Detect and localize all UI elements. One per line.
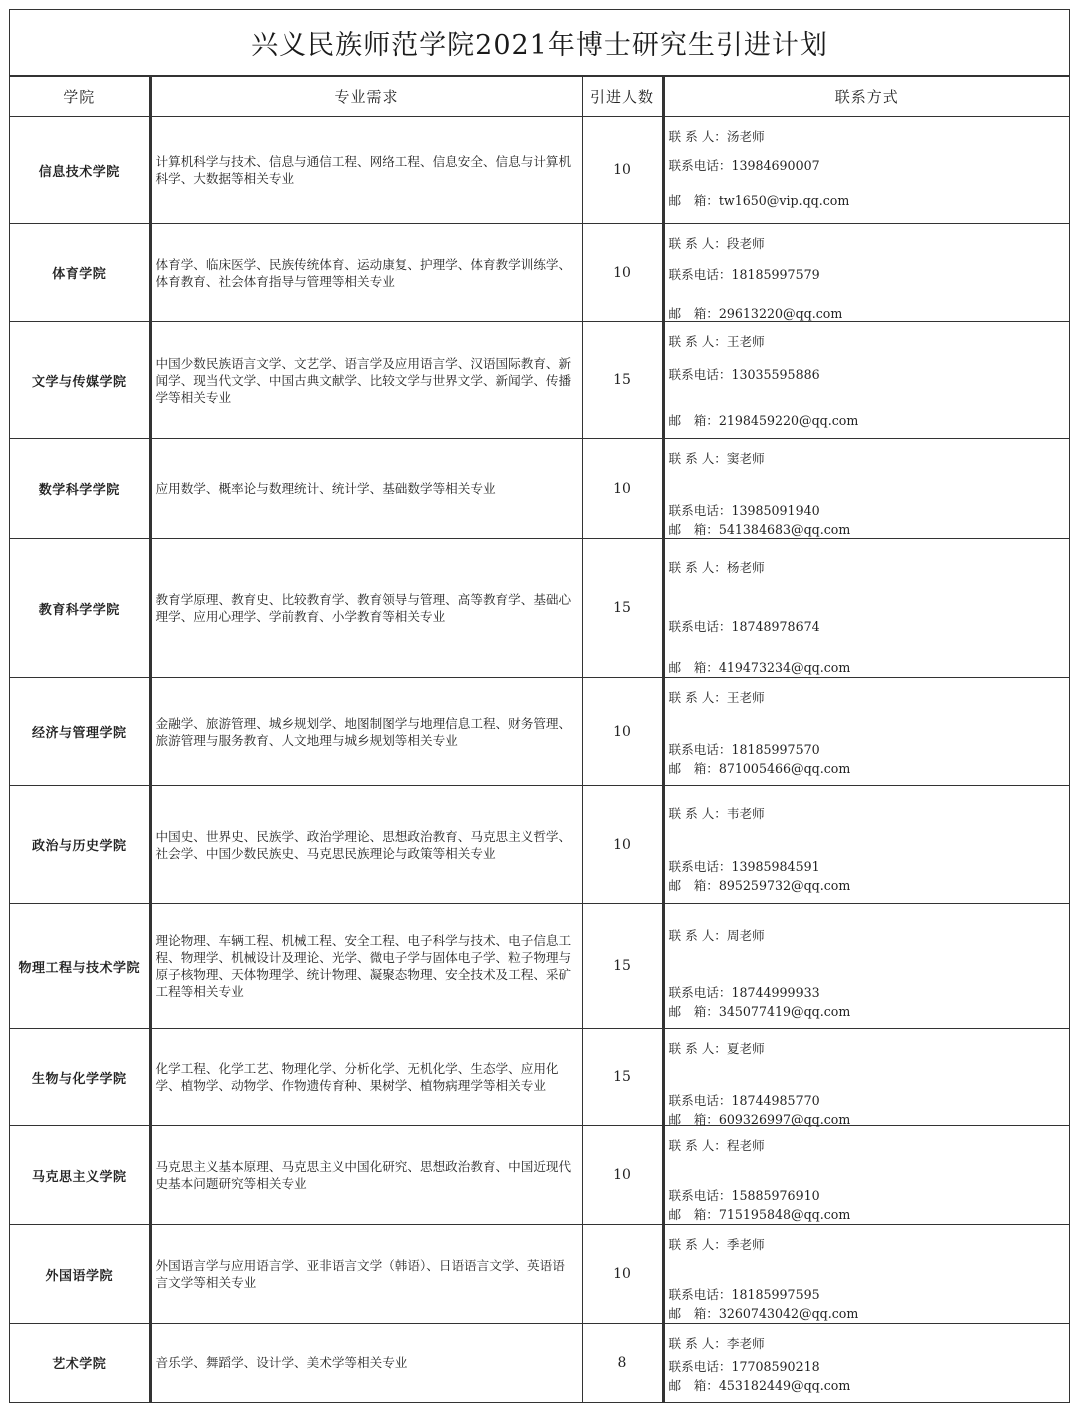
college-name: 外国语学院: [10, 1225, 150, 1324]
contact-email: tw1650@vip.qq.com: [718, 193, 850, 208]
contact-email-line: [669, 875, 851, 894]
recruitment-table: [10, 76, 1069, 1402]
contact-email-line: [669, 1303, 859, 1322]
recruit-count: 15: [582, 1029, 663, 1126]
header-major: 专业需求: [150, 77, 582, 117]
table-row: [10, 678, 1069, 786]
contact-person: 杨老师: [726, 560, 765, 575]
contact-email-label: 邮 箱：: [668, 1306, 719, 1321]
contact-phone: 18748978674: [731, 619, 820, 634]
contact-person-line: [669, 233, 765, 252]
contact-person-line: [669, 1333, 765, 1352]
contact-phone-label: 联系电话：: [668, 158, 732, 173]
contact-info: [663, 539, 1069, 678]
contact-email-label: 邮 箱：: [668, 660, 719, 675]
contact-email: 453182449@qq.com: [718, 1378, 851, 1393]
contact-phone-label: 联系电话：: [668, 503, 732, 518]
contact-email-label: 邮 箱：: [668, 413, 719, 428]
contact-phone-line: [669, 616, 820, 635]
contact-phone-label: 联系电话：: [668, 742, 732, 757]
contact-info: [663, 1225, 1069, 1324]
contact-phone-label: 联系电话：: [668, 619, 732, 634]
contact-phone: 18744999933: [731, 985, 820, 1000]
contact-email-line: [669, 1001, 851, 1020]
contact-phone-line: [669, 264, 820, 283]
header-college: 学院: [10, 77, 150, 117]
major-requirement: 体育学、临床医学、民族传统体育、运动康复、护理学、体育教学训练学、体育教育、社会体育指导与管理等相关专业: [150, 224, 582, 322]
contact-phone-label: 联系电话：: [668, 859, 732, 874]
contact-phone-label: 联系电话：: [668, 367, 732, 382]
table-row: [10, 1029, 1069, 1126]
college-name: 数学科学学院: [10, 439, 150, 539]
college-name: 政治与历史学院: [10, 786, 150, 904]
recruit-count: 10: [582, 678, 663, 786]
table-row: [10, 539, 1069, 678]
major-requirement: 外国语言学与应用语言学、亚非语言文学（韩语）、日语语言文学、英语语言文学等相关专业: [150, 1225, 582, 1324]
contact-person-label: 联 系 人：: [668, 1336, 727, 1351]
contact-email: 3260743042@qq.com: [718, 1306, 859, 1321]
table-row: [10, 1126, 1069, 1225]
major-requirement: 中国少数民族语言文学、文艺学、语言学及应用语言学、汉语国际教育、新闻学、现当代文学、中国古典文献学、比较文学与世界文学、新闻学、传播学等相关专业: [150, 322, 582, 439]
contact-phone-label: 联系电话：: [668, 1093, 732, 1108]
recruitment-sheet: [9, 9, 1070, 1403]
contact-person-label: 联 系 人：: [668, 1041, 727, 1056]
contact-email: 419473234@qq.com: [718, 660, 851, 675]
contact-email-line: [669, 190, 850, 209]
contact-email-label: 邮 箱：: [668, 1207, 719, 1222]
contact-email-label: 邮 箱：: [668, 306, 719, 321]
recruit-count: 15: [582, 904, 663, 1029]
table-row: [10, 224, 1069, 322]
recruit-count: 15: [582, 322, 663, 439]
contact-phone: 18185997595: [731, 1287, 820, 1302]
college-name: 教育科学学院: [10, 539, 150, 678]
contact-phone-line: [669, 500, 820, 519]
contact-info: [663, 322, 1069, 439]
college-name: 文学与传媒学院: [10, 322, 150, 439]
contact-info: [663, 904, 1069, 1029]
contact-person: 韦老师: [726, 806, 765, 821]
contact-person: 季老师: [726, 1237, 765, 1252]
contact-person: 窦老师: [726, 451, 765, 466]
table-row: [10, 322, 1069, 439]
contact-person: 段老师: [726, 236, 765, 251]
contact-phone: 17708590218: [731, 1359, 820, 1374]
contact-info: [663, 678, 1069, 786]
major-requirement: 化学工程、化学工艺、物理化学、分析化学、无机化学、生态学、应用化学、植物学、动物学、作物遗传育种、果树学、植物病理学等相关专业: [150, 1029, 582, 1126]
contact-phone: 13985091940: [731, 503, 820, 518]
contact-person-label: 联 系 人：: [668, 129, 727, 144]
contact-email-label: 邮 箱：: [668, 1112, 719, 1127]
contact-person-line: [669, 1234, 765, 1253]
contact-info: [663, 1324, 1069, 1402]
contact-person-label: 联 系 人：: [668, 928, 727, 943]
contact-phone-line: [669, 1284, 820, 1303]
contact-person: 汤老师: [726, 129, 765, 144]
contact-person-line: [669, 448, 765, 467]
contact-info: [663, 439, 1069, 539]
contact-email: 609326997@qq.com: [718, 1112, 851, 1127]
contact-person-line: [669, 687, 765, 706]
contact-phone: 18185997570: [731, 742, 820, 757]
contact-person-label: 联 系 人：: [668, 236, 727, 251]
contact-email: 2198459220@qq.com: [718, 413, 859, 428]
contact-phone-label: 联系电话：: [668, 1287, 732, 1302]
recruit-count: 10: [582, 224, 663, 322]
major-requirement: 应用数学、概率论与数理统计、统计学、基础数学等相关专业: [150, 439, 582, 539]
recruit-count: 10: [582, 786, 663, 904]
table-row: [10, 786, 1069, 904]
contact-email-line: [669, 1375, 851, 1394]
contact-person-line: [669, 803, 765, 822]
table-row: [10, 1225, 1069, 1324]
contact-phone-line: [669, 155, 820, 174]
table-header-row: [10, 77, 1069, 117]
contact-info: [663, 1126, 1069, 1225]
college-name: 艺术学院: [10, 1324, 150, 1402]
table-row: [10, 904, 1069, 1029]
contact-email-label: 邮 箱：: [668, 878, 719, 893]
contact-phone-label: 联系电话：: [668, 267, 732, 282]
recruit-count: 10: [582, 1126, 663, 1225]
contact-phone: 18744985770: [731, 1093, 820, 1108]
contact-phone-label: 联系电话：: [668, 1188, 732, 1203]
contact-person-line: [669, 126, 765, 145]
contact-person-label: 联 系 人：: [668, 690, 727, 705]
contact-phone: 13984690007: [731, 158, 820, 173]
major-requirement: 理论物理、车辆工程、机械工程、安全工程、电子科学与技术、电子信息工程、物理学、机械设计及理论、光学、微电子学与固体电子学、粒子物理与原子核物理、天体物理学、统计物理、凝聚态物理、安全技术及工程、采矿工程等相关专业: [150, 904, 582, 1029]
contact-email: 871005466@qq.com: [718, 761, 851, 776]
contact-person: 王老师: [726, 690, 765, 705]
college-name: 信息技术学院: [10, 117, 150, 224]
contact-person-label: 联 系 人：: [668, 1237, 727, 1252]
contact-email: 715195848@qq.com: [718, 1207, 851, 1222]
college-name: 体育学院: [10, 224, 150, 322]
contact-email-line: [669, 519, 851, 538]
header-count: 引进人数: [582, 77, 663, 117]
major-requirement: 马克思主义基本原理、马克思主义中国化研究、思想政治教育、中国近现代史基本问题研究等相关专业: [150, 1126, 582, 1225]
contact-info: [663, 224, 1069, 322]
contact-person-label: 联 系 人：: [668, 560, 727, 575]
college-name: 物理工程与技术学院: [10, 904, 150, 1029]
major-requirement: 计算机科学与技术、信息与通信工程、网络工程、信息安全、信息与计算机科学、大数据等相关专业: [150, 117, 582, 224]
contact-person-line: [669, 1038, 765, 1057]
contact-email-line: [669, 410, 859, 429]
contact-person: 李老师: [726, 1336, 765, 1351]
contact-email-label: 邮 箱：: [668, 761, 719, 776]
header-contact: 联系方式: [663, 77, 1069, 117]
college-name: 马克思主义学院: [10, 1126, 150, 1225]
contact-email-line: [669, 758, 851, 777]
contact-email-line: [669, 657, 851, 676]
contact-email-line: [669, 1204, 851, 1223]
contact-phone-line: [669, 856, 820, 875]
contact-person-label: 联 系 人：: [668, 451, 727, 466]
major-requirement: 金融学、旅游管理、城乡规划学、地图制图学与地理信息工程、财务管理、旅游管理与服务教育、人文地理与城乡规划等相关专业: [150, 678, 582, 786]
major-requirement: 教育学原理、教育史、比较教育学、教育领导与管理、高等教育学、基础心理学、应用心理学、学前教育、小学教育等相关专业: [150, 539, 582, 678]
contact-email: 895259732@qq.com: [718, 878, 851, 893]
contact-email-label: 邮 箱：: [668, 193, 719, 208]
contact-email-line: [669, 303, 843, 322]
contact-person-label: 联 系 人：: [668, 806, 727, 821]
table-row: [10, 1324, 1069, 1402]
contact-person: 周老师: [726, 928, 765, 943]
contact-person-line: [669, 331, 765, 350]
recruit-count: 10: [582, 1225, 663, 1324]
contact-person: 王老师: [726, 334, 765, 349]
contact-email-label: 邮 箱：: [668, 1378, 719, 1393]
contact-person-label: 联 系 人：: [668, 1138, 727, 1153]
contact-phone: 18185997579: [731, 267, 820, 282]
recruit-count: 8: [582, 1324, 663, 1402]
contact-email: 345077419@qq.com: [718, 1004, 851, 1019]
contact-phone-line: [669, 1185, 820, 1204]
contact-email: 541384683@qq.com: [718, 522, 851, 537]
contact-person-label: 联 系 人：: [668, 334, 727, 349]
contact-email-label: 邮 箱：: [668, 522, 719, 537]
contact-email: 29613220@qq.com: [718, 306, 843, 321]
contact-phone-line: [669, 982, 820, 1001]
contact-phone-label: 联系电话：: [668, 1359, 732, 1374]
college-name: 经济与管理学院: [10, 678, 150, 786]
recruit-count: 10: [582, 117, 663, 224]
contact-person: 程老师: [726, 1138, 765, 1153]
contact-phone-line: [669, 1090, 820, 1109]
contact-email-label: 邮 箱：: [668, 1004, 719, 1019]
contact-phone: 13985984591: [731, 859, 820, 874]
contact-person-line: [669, 925, 765, 944]
contact-info: [663, 117, 1069, 224]
contact-phone: 13035595886: [731, 367, 820, 382]
recruit-count: 10: [582, 439, 663, 539]
contact-phone-line: [669, 739, 820, 758]
contact-person-line: [669, 557, 765, 576]
contact-info: [663, 786, 1069, 904]
contact-info: [663, 1029, 1069, 1126]
table-row: [10, 439, 1069, 539]
contact-phone-line: [669, 364, 820, 383]
table-row: [10, 117, 1069, 224]
contact-phone: 15885976910: [731, 1188, 820, 1203]
contact-phone-line: [669, 1356, 820, 1375]
recruit-count: 15: [582, 539, 663, 678]
contact-phone-label: 联系电话：: [668, 985, 732, 1000]
contact-person: 夏老师: [726, 1041, 765, 1056]
major-requirement: 音乐学、舞蹈学、设计学、美术学等相关专业: [150, 1324, 582, 1402]
major-requirement: 中国史、世界史、民族学、政治学理论、思想政治教育、马克思主义哲学、社会学、中国少数民族史、马克思民族理论与政策等相关专业: [150, 786, 582, 904]
college-name: 生物与化学学院: [10, 1029, 150, 1126]
page-title: 兴义民族师范学院2021年博士研究生引进计划: [10, 10, 1069, 76]
contact-person-line: [669, 1135, 765, 1154]
